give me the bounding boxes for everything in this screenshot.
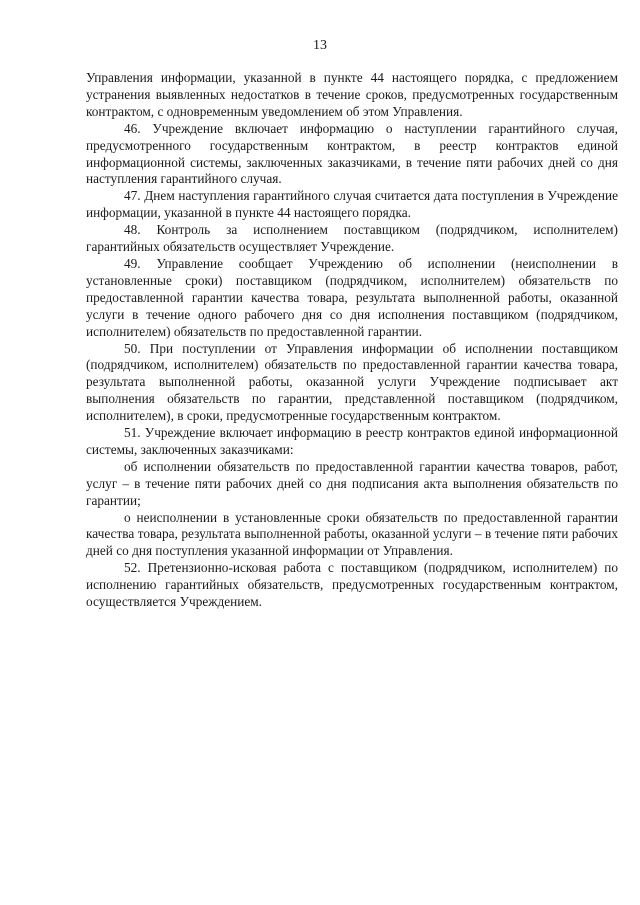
paragraph: 49. Управление сообщает Учреждению об исполнении (неисполнении в установленные сроки) поставщиком (подрядчиком, исполнителем) обязательств по предоставленной гарантии качества товара, результата выполненной работы, оказанной услуги в течение одного рабочего дня со дня исполнения поставщиком (подрядчиком, исполнителем) обязательств по предоставленной гарантии.	[86, 255, 618, 339]
paragraph: 51. Учреждение включает информацию в реестр контрактов единой информационной системы, заключенных заказчиками:	[86, 425, 618, 457]
paragraph: о неисполнении в установленные сроки обязательств по предоставленной гарантии качества товара, результата выполненной работы, оказанной услуги – в течение пяти рабочих дней со дня поступления указанной информации от Управления.	[86, 509, 618, 559]
paragraph: Управления информации, указанной в пункте 44 настоящего порядка, с предложением устранения выявленных недостатков в течение сроков, предусмотренных государственным контрактом, с одновременным уведомлением об этом Управления.	[86, 70, 618, 119]
document-body	[86, 70, 618, 611]
paragraph: 50. При поступлении от Управления информации об исполнении поставщиком (подрядчиком, исполнителем) обязательств по предоставленной гарантии качества товара, результата выполненной работы, оказанной услуги Учреждение подписывает акт выполнения обязательств по гарантии, представленной поставщиком (подрядчиком, исполнителем), в сроки, предусмотренные государственным контрактом.	[86, 340, 618, 424]
paragraph: 48. Контроль за исполнением поставщиком (подрядчиком, исполнителем) гарантийных обязательств осуществляет Учреждение.	[86, 222, 618, 255]
paragraph: об исполнении обязательств по предоставленной гарантии качества товаров, работ, услуг – в течение пяти рабочих дней со дня подписания акта выполнения обязательств по гарантии;	[86, 458, 618, 508]
paragraph: 46. Учреждение включает информацию о наступлении гарантийного случая, предусмотренного государственным контрактом, в реестр контрактов единой информационной системы, заключенных заказчиками, в течение пяти рабочих дней со дня наступления гарантийного случая.	[86, 120, 618, 187]
paragraph: 52. Претензионно-исковая работа с поставщиком (подрядчиком, исполнителем) по исполнению гарантийных обязательств, предусмотренных государственным контрактом, осуществляется Учреждением.	[86, 560, 618, 610]
paragraph: 47. Днем наступления гарантийного случая считается дата поступления в Учреждение информации, указанной в пункте 44 настоящего порядка.	[86, 188, 618, 221]
page-number: 13	[313, 38, 327, 53]
